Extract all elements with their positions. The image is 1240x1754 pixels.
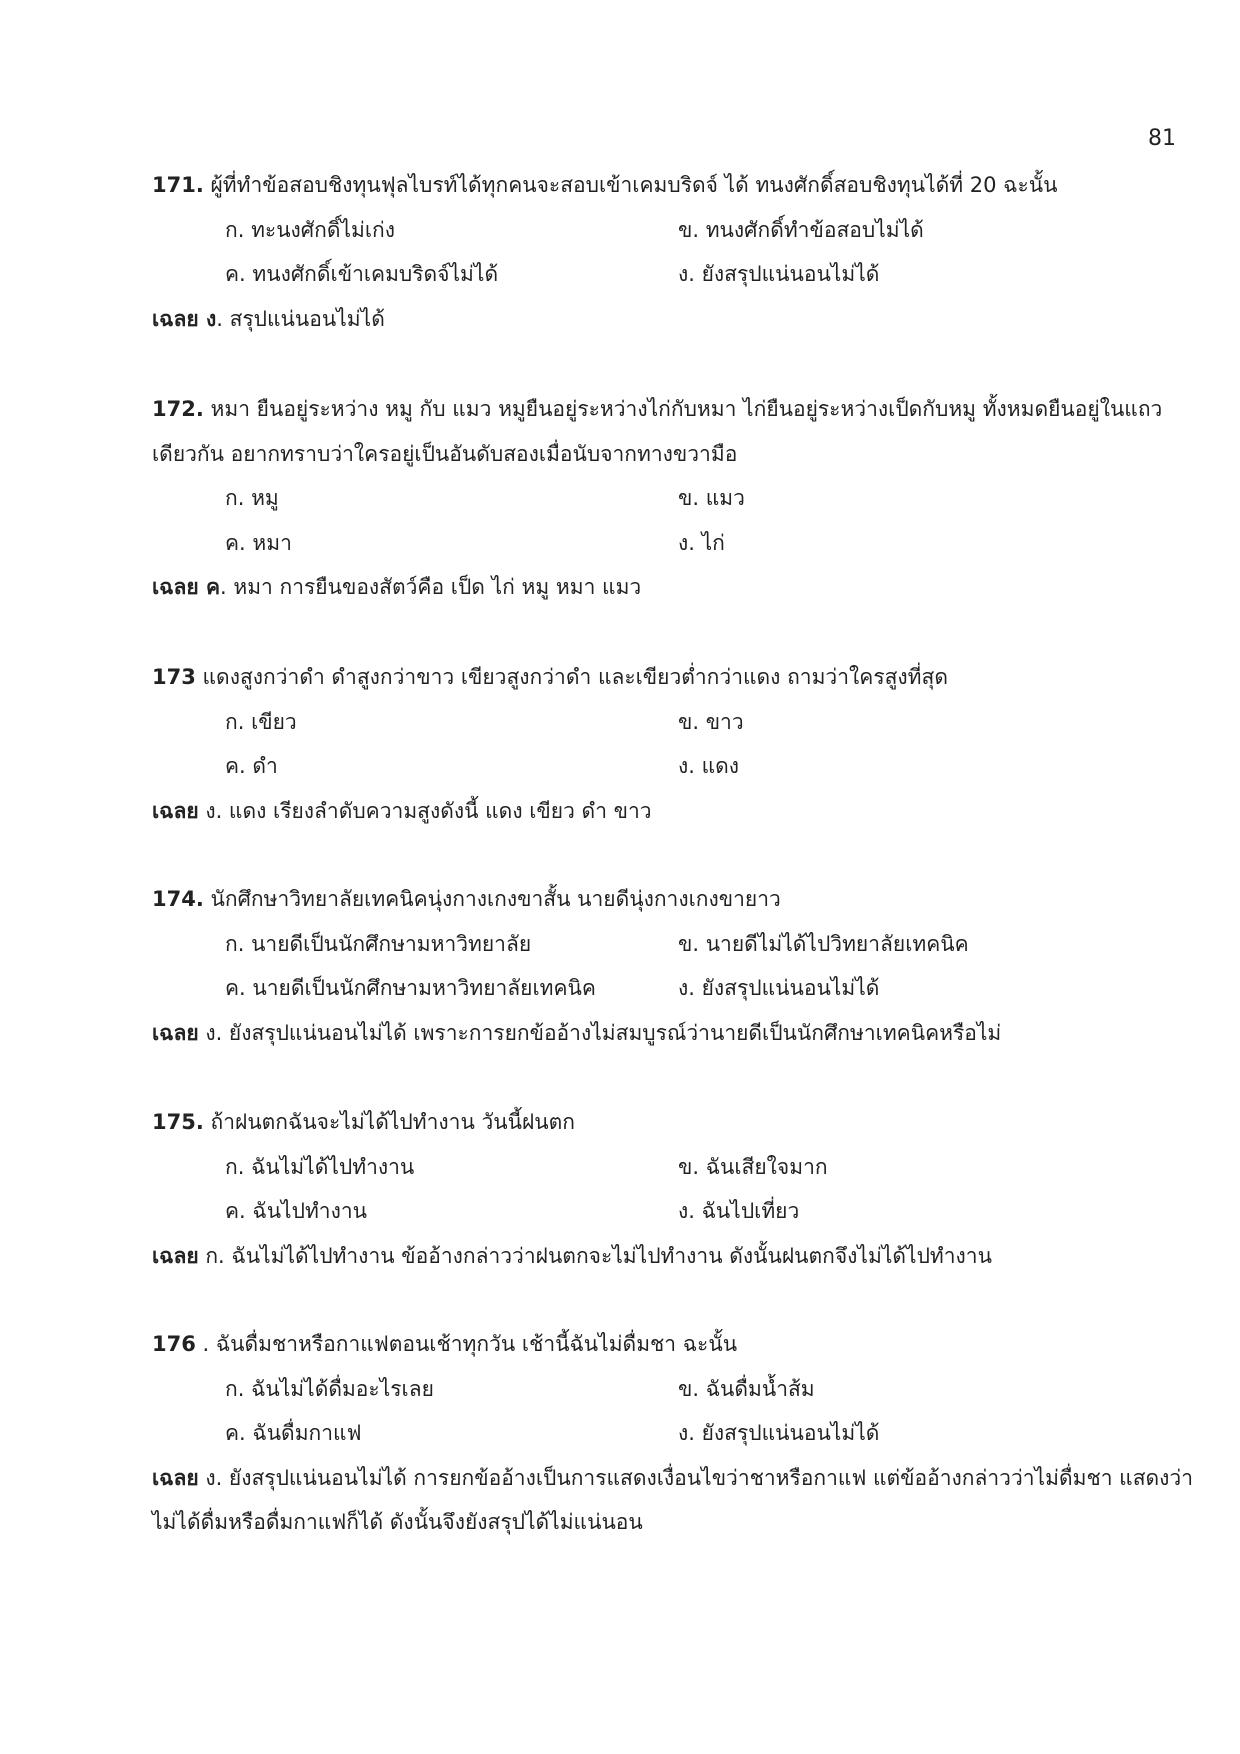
- question-text: ถ้าฝนตกฉันจะไม่ได้ไปทำงาน วันนี้ฝนตก: [203, 1110, 575, 1134]
- answer-label: เฉลย: [152, 798, 199, 823]
- option: ค. ฉันดื่มกาแฟ: [225, 1421, 362, 1446]
- question-text: หมา ยืนอยู่ระหว่าง หมู กับ แมว หมูยืนอยู่ระหว่างไก่กับหมา ไก่ยืนอยู่ระหว่างเป็ดกับหมู ทั้งหมดยืนอยู่ในแถว: [203, 397, 1163, 421]
- question-stem: [152, 1100, 1162, 1145]
- answer-label: เฉลย: [152, 1020, 199, 1045]
- option: ข. นายดีไม่ได้ไปวิทยาลัยเทคนิค: [678, 931, 969, 956]
- question-text: แดงสูงกว่าดำ ดำสูงกว่าขาว เขียวสูงกว่าดำ และเขียวต่ำกว่าแดง ถามว่าใครสูงที่สุด: [195, 665, 948, 689]
- options-row: [152, 966, 1162, 1011]
- option: ง. ยังสรุปแน่นอนไม่ได้: [678, 976, 880, 1001]
- options-row: [152, 476, 1162, 521]
- options-row: [152, 744, 1162, 789]
- option: ข. แมว: [678, 486, 745, 511]
- option: ก. ฉันไม่ได้ดื่มอะไรเลย: [225, 1376, 434, 1401]
- question-number: 171.: [152, 173, 204, 197]
- question-stem: [152, 655, 1162, 700]
- answer-label: เฉลย: [152, 1465, 199, 1490]
- options-row: [152, 1367, 1162, 1412]
- option: ก. นายดีเป็นนักศึกษามหาวิทยาลัย: [225, 931, 532, 956]
- options-row: [152, 1189, 1162, 1234]
- answer-label: เฉลย ง: [152, 306, 217, 331]
- option: ก. เขียว: [225, 709, 297, 734]
- options-row: [152, 521, 1162, 566]
- option: ค. นายดีเป็นนักศึกษามหาวิทยาลัยเทคนิค: [225, 976, 596, 1001]
- option: ก. หมู: [225, 486, 279, 511]
- answer-line: [152, 565, 1162, 610]
- option: ง. ยังสรุปแน่นอนไม่ได้: [678, 1421, 880, 1446]
- option: ข. ฉันดื่มน้ำส้ม: [678, 1376, 815, 1401]
- option: ค. ฉันไปทำงาน: [225, 1199, 367, 1224]
- answer-text: ง. ยังสรุปแน่นอนไม่ได้ การยกข้ออ้างเป็นการแสดงเงื่อนไขว่าชาหรือกาแฟ แต่ข้ออ้างกล่าวว่าไม่ดื่มชา แสดงว่า: [198, 1465, 1193, 1490]
- answer-text: ง. ยังสรุปแน่นอนไม่ได้ เพราะการยกข้ออ้างไม่สมบูรณ์ว่านายดีเป็นนักศึกษาเทคนิคหรือไม่: [198, 1020, 1002, 1045]
- option: ค. ทนงศักดิ์เข้าเคมบริดจ์ไม่ได้: [225, 262, 499, 287]
- question-number: 172.: [152, 397, 204, 421]
- option: ค. หมา: [225, 530, 292, 555]
- answer-text: ก. ฉันไม่ได้ไปทำงาน ข้ออ้างกล่าวว่าฝนตกจะไม่ไปทำงาน ดังนั้นฝนตกจึงไม่ได้ไปทำงาน: [198, 1243, 992, 1268]
- options-row: [152, 1411, 1162, 1456]
- question-text: ผู้ที่ทำข้อสอบชิงทุนฟุลไบรท์ได้ทุกคนจะสอบเข้าเคมบริดจ์ ได้ ทนงศักดิ์สอบชิงทุนได้ที่ 20 ฉะนั้น: [203, 173, 1058, 197]
- answer-text: . สรุปแน่นอนไม่ได้: [216, 306, 385, 331]
- question-text: . ฉันดื่มชาหรือกาแฟตอนเช้าทุกวัน เช้านี้ฉันไม่ดื่มชา ฉะนั้น: [195, 1332, 738, 1356]
- options-row: [152, 208, 1162, 253]
- answer-text-continued: ไม่ได้ดื่มหรือดื่มกาแฟก็ได้ ดังนั้นจึงยังสรุปได้ไม่แน่นอน: [152, 1510, 643, 1535]
- answer-label: เฉลย ค: [152, 575, 221, 600]
- question-block: [152, 387, 1162, 610]
- answer-line: [152, 1011, 1162, 1056]
- question-number: 174.: [152, 887, 204, 911]
- question-stem: [152, 163, 1162, 208]
- answer-text: ง. แดง เรียงลำดับความสูงดังนี้ แดง เขียว ดำ ขาว: [198, 798, 652, 823]
- options-row: [152, 700, 1162, 745]
- option: ข. ขาว: [678, 709, 744, 734]
- option: ค. ดำ: [225, 754, 278, 779]
- options-row: [152, 1145, 1162, 1190]
- answer-text: . หมา การยืนของสัตว์คือ เป็ด ไก่ หมู หมา แมว: [220, 575, 642, 600]
- question-number: 176: [152, 1332, 196, 1356]
- option: ก. ทะนงศักดิ์ไม่เก่ง: [225, 217, 396, 242]
- question-text: นักศึกษาวิทยาลัยเทคนิคนุ่งกางเกงขาสั้น นายดีนุ่งกางเกงขายาว: [203, 887, 781, 911]
- option: ง. ยังสรุปแน่นอนไม่ได้: [678, 262, 880, 287]
- answer-line: [152, 297, 1162, 342]
- question-text-continued: เดียวกัน อยากทราบว่าใครอยู่เป็นอันดับสองเมื่อนับจากทางขวามือ: [152, 441, 738, 466]
- option: ข. ฉันเสียใจมาก: [678, 1154, 828, 1179]
- question-number: 173: [152, 665, 196, 689]
- answer-line: [152, 1234, 1162, 1279]
- option: ข. ทนงศักดิ์ทำข้อสอบไม่ได้: [678, 217, 924, 242]
- question-number: 175.: [152, 1110, 204, 1134]
- question-block: [152, 163, 1162, 341]
- question-stem: [152, 1322, 1162, 1367]
- options-row: [152, 252, 1162, 297]
- question-block: [152, 877, 1162, 1055]
- option: ก. ฉันไม่ได้ไปทำงาน: [225, 1154, 415, 1179]
- options-row: [152, 922, 1162, 967]
- question-block: [152, 1322, 1193, 1545]
- answer-label: เฉลย: [152, 1243, 199, 1268]
- question-block: [152, 1100, 1162, 1278]
- question-stem: [152, 387, 1162, 432]
- option: ง. ฉันไปเที่ยว: [678, 1199, 800, 1224]
- question-stem: [152, 877, 1162, 922]
- option: ง. ไก่: [678, 530, 725, 555]
- question-block: [152, 655, 1162, 833]
- answer-line: [152, 1456, 1193, 1501]
- page-number: 81: [1148, 126, 1176, 151]
- option: ง. แดง: [678, 754, 740, 779]
- answer-line: [152, 789, 1162, 834]
